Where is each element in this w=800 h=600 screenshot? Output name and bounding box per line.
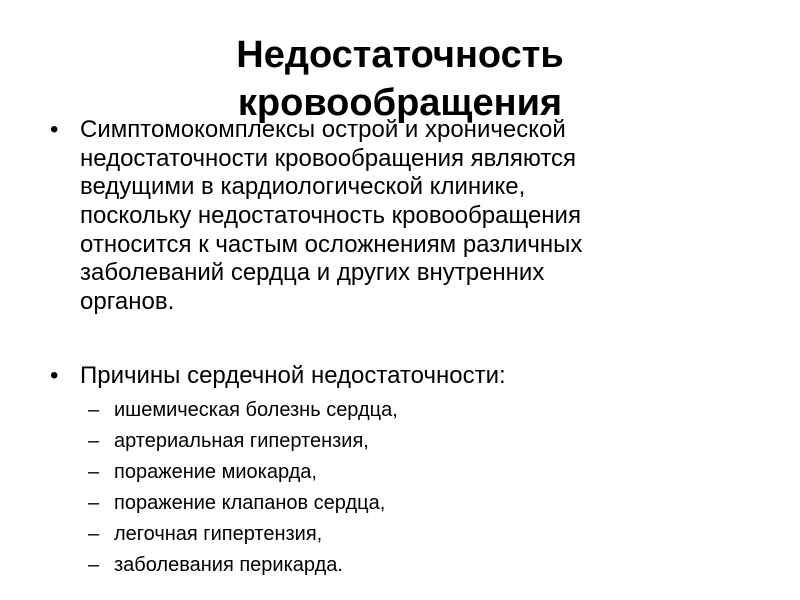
dash-mark: –	[88, 461, 100, 483]
bullet-mark: •	[50, 362, 59, 389]
slide-title-line-1: Недостаточность	[236, 34, 564, 76]
cause-text: ишемическая болезнь сердца,	[114, 399, 398, 421]
cause-text: поражение миокарда,	[114, 461, 317, 483]
bullet-text-line: Симптомокомплексы острой и хронической	[80, 116, 566, 143]
bullet-text-line: ведущими в кардиологической клинике,	[80, 173, 526, 201]
bullet-text: Причины сердечной недостаточности:	[80, 362, 506, 389]
cause-text: легочная гипертензия,	[114, 523, 323, 545]
dash-mark: –	[88, 399, 100, 421]
dash-mark: –	[88, 554, 100, 576]
bullet-mark: •	[50, 116, 59, 143]
dash-mark: –	[88, 430, 100, 452]
slide-title-line-2: кровообращения	[237, 82, 563, 124]
cause-text: артериальная гипертензия,	[114, 430, 369, 452]
bullet-text-line: органов.	[80, 288, 175, 316]
dash-mark: –	[88, 492, 100, 514]
bullet-text-line: поскольку недостаточность кровообращения	[80, 202, 581, 230]
bullet-text-line: заболеваний сердца и других внутренних	[80, 259, 545, 287]
dash-mark: –	[88, 523, 100, 545]
cause-text: поражение клапанов сердца,	[114, 492, 386, 514]
bullet-text	[80, 116, 730, 317]
bullet-text-line: относится к частым осложнениям различных	[80, 230, 583, 258]
cause-text: заболевания перикарда.	[114, 554, 343, 576]
bullet-text-line: недостаточности кровообращения являются	[80, 144, 577, 172]
